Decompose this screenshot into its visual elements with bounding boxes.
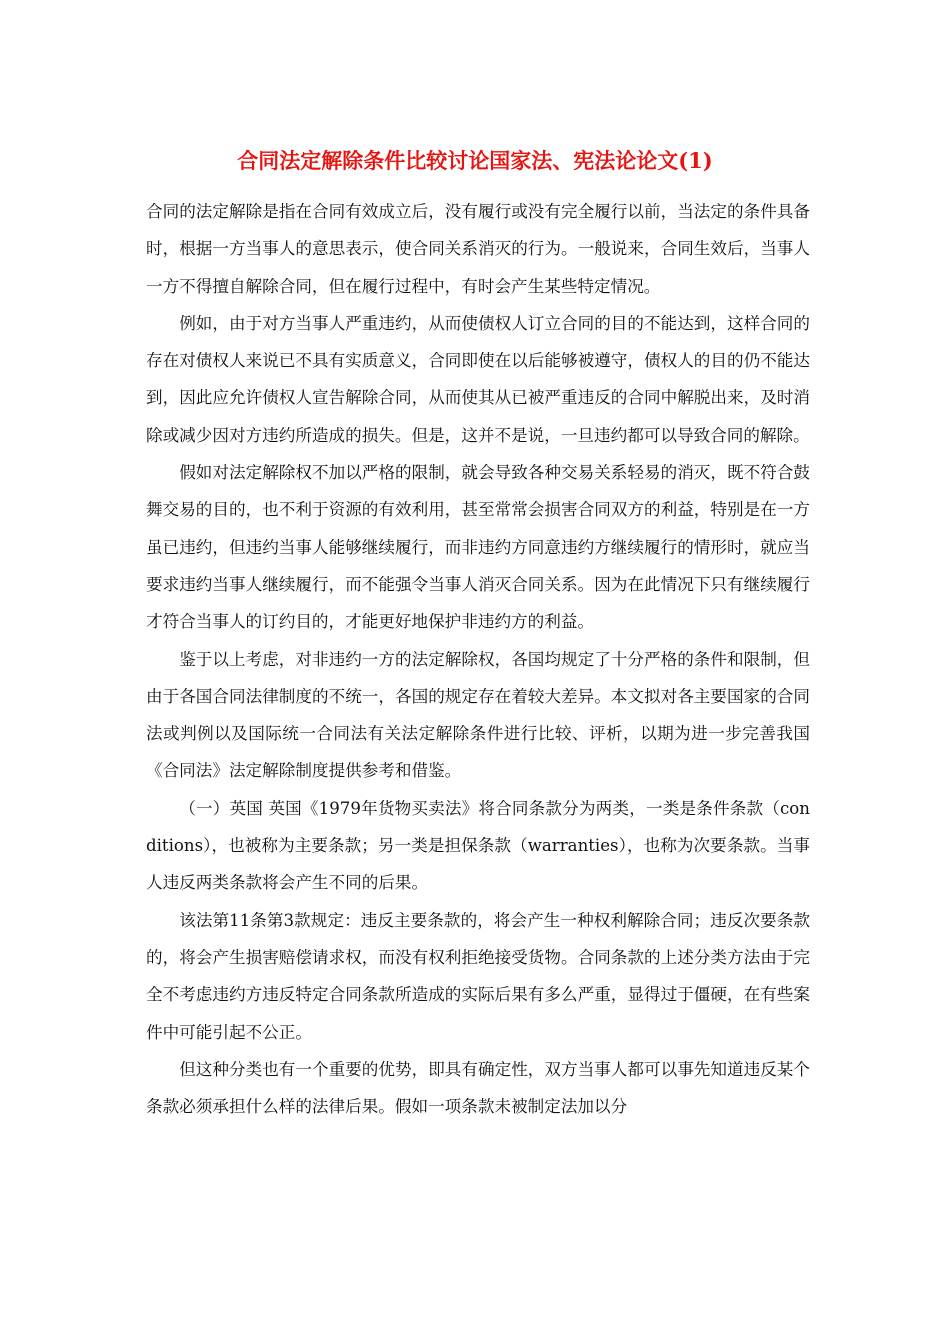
paragraph-5: （一）英国 英国《1979年货物买卖法》将合同条款分为两类，一类是条件条款（conditions），也被称为主要条款；另一类是担保条款（warranties），也称为次要条款。当事人违反两类条款将会产生不同的后果。	[146, 798, 810, 893]
paragraph-1: 合同的法定解除是指在合同有效成立后，没有履行或没有完全履行以前，当法定的条件具备时，根据一方当事人的意思表示，使合同关系消灭的行为。一般说来，合同生效后，当事人一方不得擅自解除合同，但在履行过程中，有时会产生某些特定情况。	[146, 202, 810, 296]
paragraph-3: 假如对法定解除权不加以严格的限制，就会导致各种交易关系轻易的消灭，既不符合鼓舞交易的目的，也不利于资源的有效利用，甚至常常会损害合同双方的利益，特别是在一方虽已违约，但违约当事人能够继续履行，而非违约方同意违约方继续履行的情形时，就应当要求违约当事人继续履行，而不能强令当事人消灭合同关系。因为在此情况下只有继续履行才符合当事人的订约目的，才能更好地保护非违约方的利益。	[146, 463, 810, 632]
paragraph-6: 该法第11条第3款规定：违反主要条款的，将会产生一种权利解除合同；违反次要条款的，将会产生损害赔偿请求权，而没有权利拒绝接受货物。合同条款的上述分类方法由于完全不考虑违约方违反特定合同条款所造成的实际后果有多么严重，显得过于僵硬，在有些案件中可能引起不公正。	[146, 910, 810, 1042]
paragraph-7: 但这种分类也有一个重要的优势，即具有确定性，双方当事人都可以事先知道违反某个条款必须承担什么样的法律后果。假如一项条款未被制定法加以分	[146, 1059, 810, 1117]
paragraph-4: 鉴于以上考虑，对非违约一方的法定解除权，各国均规定了十分严格的条件和限制，但由于各国合同法律制度的不统一，各国的规定存在着较大差异。本文拟对各主要国家的合同法或判例以及国际统一合同法有关法定解除条件进行比较、评析，以期为进一步完善我国《合同法》法定解除制度提供参考和借鉴。	[146, 649, 810, 781]
document-title: 合同法定解除条件比较讨论国家法、宪法论论文(1)	[237, 148, 713, 173]
paragraph-2: 例如，由于对方当事人严重违约，从而使债权人订立合同的目的不能达到，这样合同的存在对债权人来说已不具有实质意义，合同即使在以后能够被遵守，债权人的目的仍不能达到，因此应允许债权人宣告解除合同，从而使其从已被严重违反的合同中解脱出来，及时消除或减少因对方违约所造成的损失。但是，这并不是说，一旦违约都可以导致合同的解除。	[146, 313, 810, 445]
document-body	[146, 193, 810, 1125]
